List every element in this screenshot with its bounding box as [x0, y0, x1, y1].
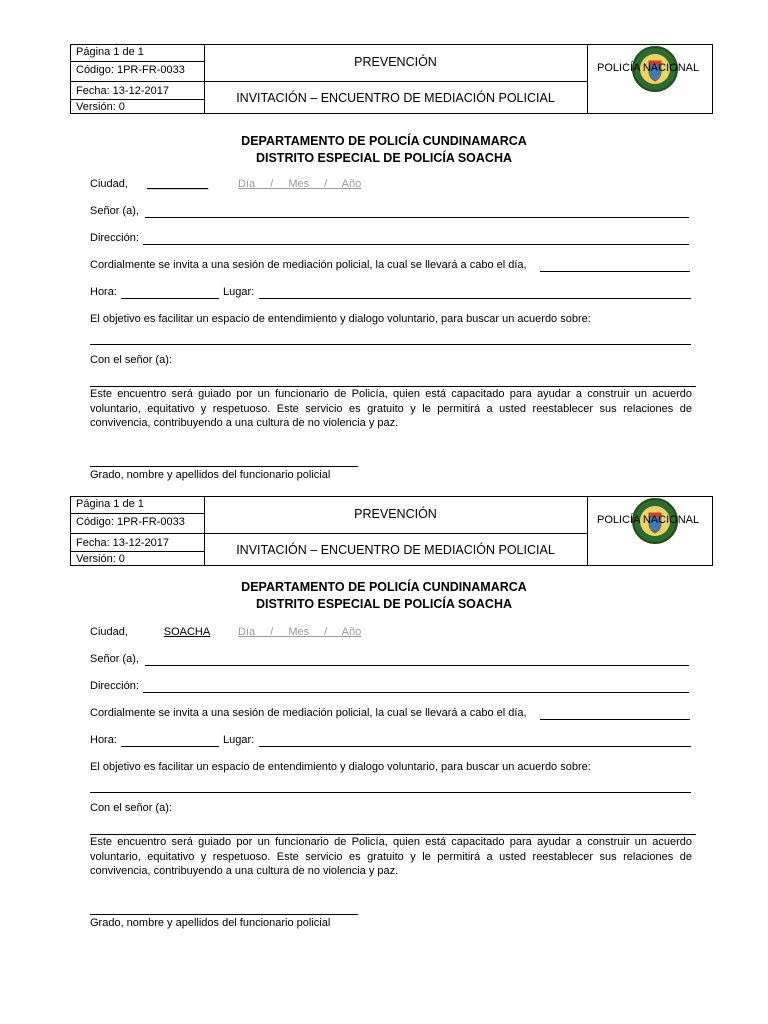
senor-field[interactable]	[145, 665, 689, 666]
form-header	[70, 496, 713, 566]
guide-paragraph: Este encuentro será guiado por un funcionario de Policía, quien está capacitado para ayudar a construir un acuerdo voluntario, equitativo y respetuoso. Este servicio es gratuito y le permitirá a usted reestablecer sus relaciones de convivencia, contribuyendo a una cultura de no violencia y paz.	[90, 388, 692, 429]
invite-text: Cordialmente se invita a una sesión de mediación policial, la cual se llevará a cabo el día,	[90, 259, 527, 271]
signature-line[interactable]	[90, 466, 358, 467]
hora-field[interactable]	[121, 298, 219, 299]
city-row	[90, 626, 361, 638]
city-row	[90, 178, 361, 190]
page-number: Página 1 de 1	[76, 46, 144, 58]
direccion-field[interactable]	[143, 244, 689, 245]
page-number: Página 1 de 1	[76, 498, 144, 510]
form-version: Versión: 0	[76, 101, 125, 113]
city-field[interactable]: SOACHA	[163, 626, 211, 638]
invitation-form-2	[0, 496, 768, 948]
district-heading: DISTRITO ESPECIAL DE POLICÍA SOACHA	[255, 597, 513, 611]
signature-label: Grado, nombre y apellidos del funcionario policial	[90, 917, 331, 929]
form-code: Código: 1PR-FR-0033	[76, 516, 185, 528]
brand-box	[587, 45, 712, 113]
invite-text: Cordialmente se invita a una sesión de mediación policial, la cual se llevará a cabo el día,	[90, 707, 527, 719]
lugar-label: Lugar:	[223, 734, 255, 746]
form-title: INVITACIÓN – ENCUENTRO DE MEDIACIÓN POLICIAL	[236, 543, 555, 557]
form-title: INVITACIÓN – ENCUENTRO DE MEDIACIÓN POLICIAL	[236, 91, 555, 105]
invitation-form-1	[0, 44, 768, 496]
brand-name: POLICÍA NACIONAL	[597, 62, 700, 74]
section-title: PREVENCIÓN	[354, 507, 437, 521]
form-header	[70, 44, 713, 114]
senor-label: Señor (a),	[90, 205, 139, 217]
objective-text: El objetivo es facilitar un espacio de entendimiento y dialogo voluntario, para buscar un acuerdo sobre:	[90, 313, 591, 325]
senor-field[interactable]	[145, 217, 689, 218]
district-heading: DISTRITO ESPECIAL DE POLICÍA SOACHA	[255, 151, 513, 165]
signature-line[interactable]	[90, 914, 358, 915]
city-label: Ciudad,	[90, 178, 128, 190]
brand-box	[587, 497, 712, 565]
con-label: Con el señor (a):	[90, 802, 172, 814]
section-title: PREVENCIÓN	[354, 55, 437, 69]
form-code: Código: 1PR-FR-0033	[76, 64, 185, 76]
form-version: Versión: 0	[76, 553, 125, 565]
form-date: Fecha: 13-12-2017	[76, 537, 169, 549]
department-heading: DEPARTAMENTO DE POLICÍA CUNDINAMARCA	[241, 580, 527, 594]
lugar-field[interactable]	[259, 746, 691, 747]
objective-field[interactable]	[90, 792, 691, 793]
day-field[interactable]	[540, 719, 690, 720]
direccion-label: Dirección:	[90, 232, 139, 244]
date-placeholder[interactable]: Día / Mes / Año	[238, 626, 362, 638]
signature-label: Grado, nombre y apellidos del funcionario policial	[90, 469, 331, 481]
lugar-label: Lugar:	[223, 286, 255, 298]
senor-label: Señor (a),	[90, 653, 139, 665]
date-placeholder[interactable]: Día / Mes / Año	[238, 178, 362, 190]
objective-field[interactable]	[90, 344, 691, 345]
con-label: Con el señor (a):	[90, 354, 172, 366]
form-date: Fecha: 13-12-2017	[76, 85, 169, 97]
objective-text: El objetivo es facilitar un espacio de entendimiento y dialogo voluntario, para buscar un acuerdo sobre:	[90, 761, 591, 773]
city-field[interactable]: __________	[146, 178, 209, 190]
direccion-field[interactable]	[143, 692, 689, 693]
hora-label: Hora:	[90, 734, 117, 746]
brand-name: POLICÍA NACIONAL	[597, 514, 700, 526]
lugar-field[interactable]	[259, 298, 691, 299]
direccion-label: Dirección:	[90, 680, 139, 692]
hora-label: Hora:	[90, 286, 117, 298]
department-heading: DEPARTAMENTO DE POLICÍA CUNDINAMARCA	[241, 134, 527, 148]
day-field[interactable]	[540, 271, 690, 272]
city-label: Ciudad,	[90, 626, 128, 638]
guide-paragraph: Este encuentro será guiado por un funcionario de Policía, quien está capacitado para ayudar a construir un acuerdo voluntario, equitativo y respetuoso. Este servicio es gratuito y le permitirá a usted reestablecer sus relaciones de convivencia, contribuyendo a una cultura de no violencia y paz.	[90, 836, 692, 877]
hora-field[interactable]	[121, 746, 219, 747]
